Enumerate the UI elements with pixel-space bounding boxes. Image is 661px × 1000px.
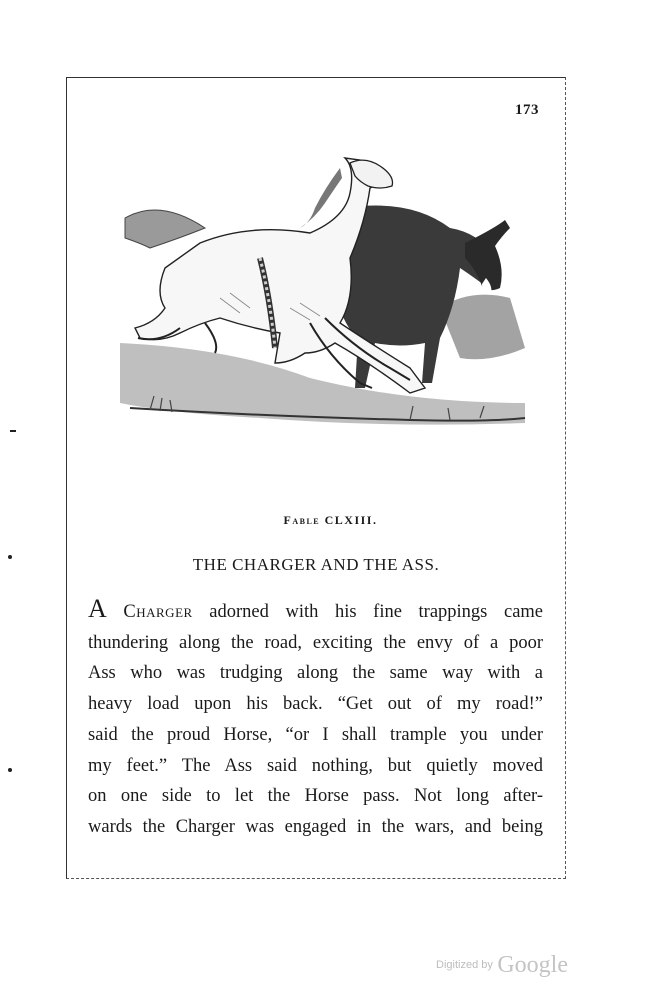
margin-mark — [10, 430, 16, 432]
first-word: Charger — [123, 602, 193, 622]
body-line-2: thundering along the road, exciting the envy of a poor — [88, 632, 543, 653]
first-line-rest: adorned with his fine trappings came — [209, 602, 543, 622]
body-line-6: my feet.” The Ass said nothing, but quietly moved — [88, 755, 543, 776]
body-line-8: wards the Charger was engaged in the wars, and being — [88, 816, 543, 837]
watermark-prefix: Digitized by — [436, 959, 493, 971]
page-number: 173 — [515, 102, 539, 118]
body-line-7: on one side to let the Horse pass. Not long after- — [88, 786, 543, 807]
margin-mark — [8, 555, 12, 559]
google-logo: Google — [497, 952, 568, 978]
horse-and-donkey-illustration — [110, 148, 530, 448]
dropcap: A — [88, 594, 107, 623]
body-line-4: heavy load upon his back. “Get out of my road!” — [88, 694, 543, 715]
margin-mark — [8, 768, 12, 772]
fable-number: Fable CLXIII. — [283, 513, 378, 527]
body-line-3: Ass who was trudging along the same way with a — [88, 663, 543, 684]
digitized-watermark — [436, 952, 568, 979]
fable-body — [88, 594, 543, 843]
fable-title: THE CHARGER AND THE ASS. — [192, 555, 440, 574]
body-line-1 — [88, 594, 543, 628]
body-line-5: said the proud Horse, “or I shall trample you under — [88, 724, 543, 745]
